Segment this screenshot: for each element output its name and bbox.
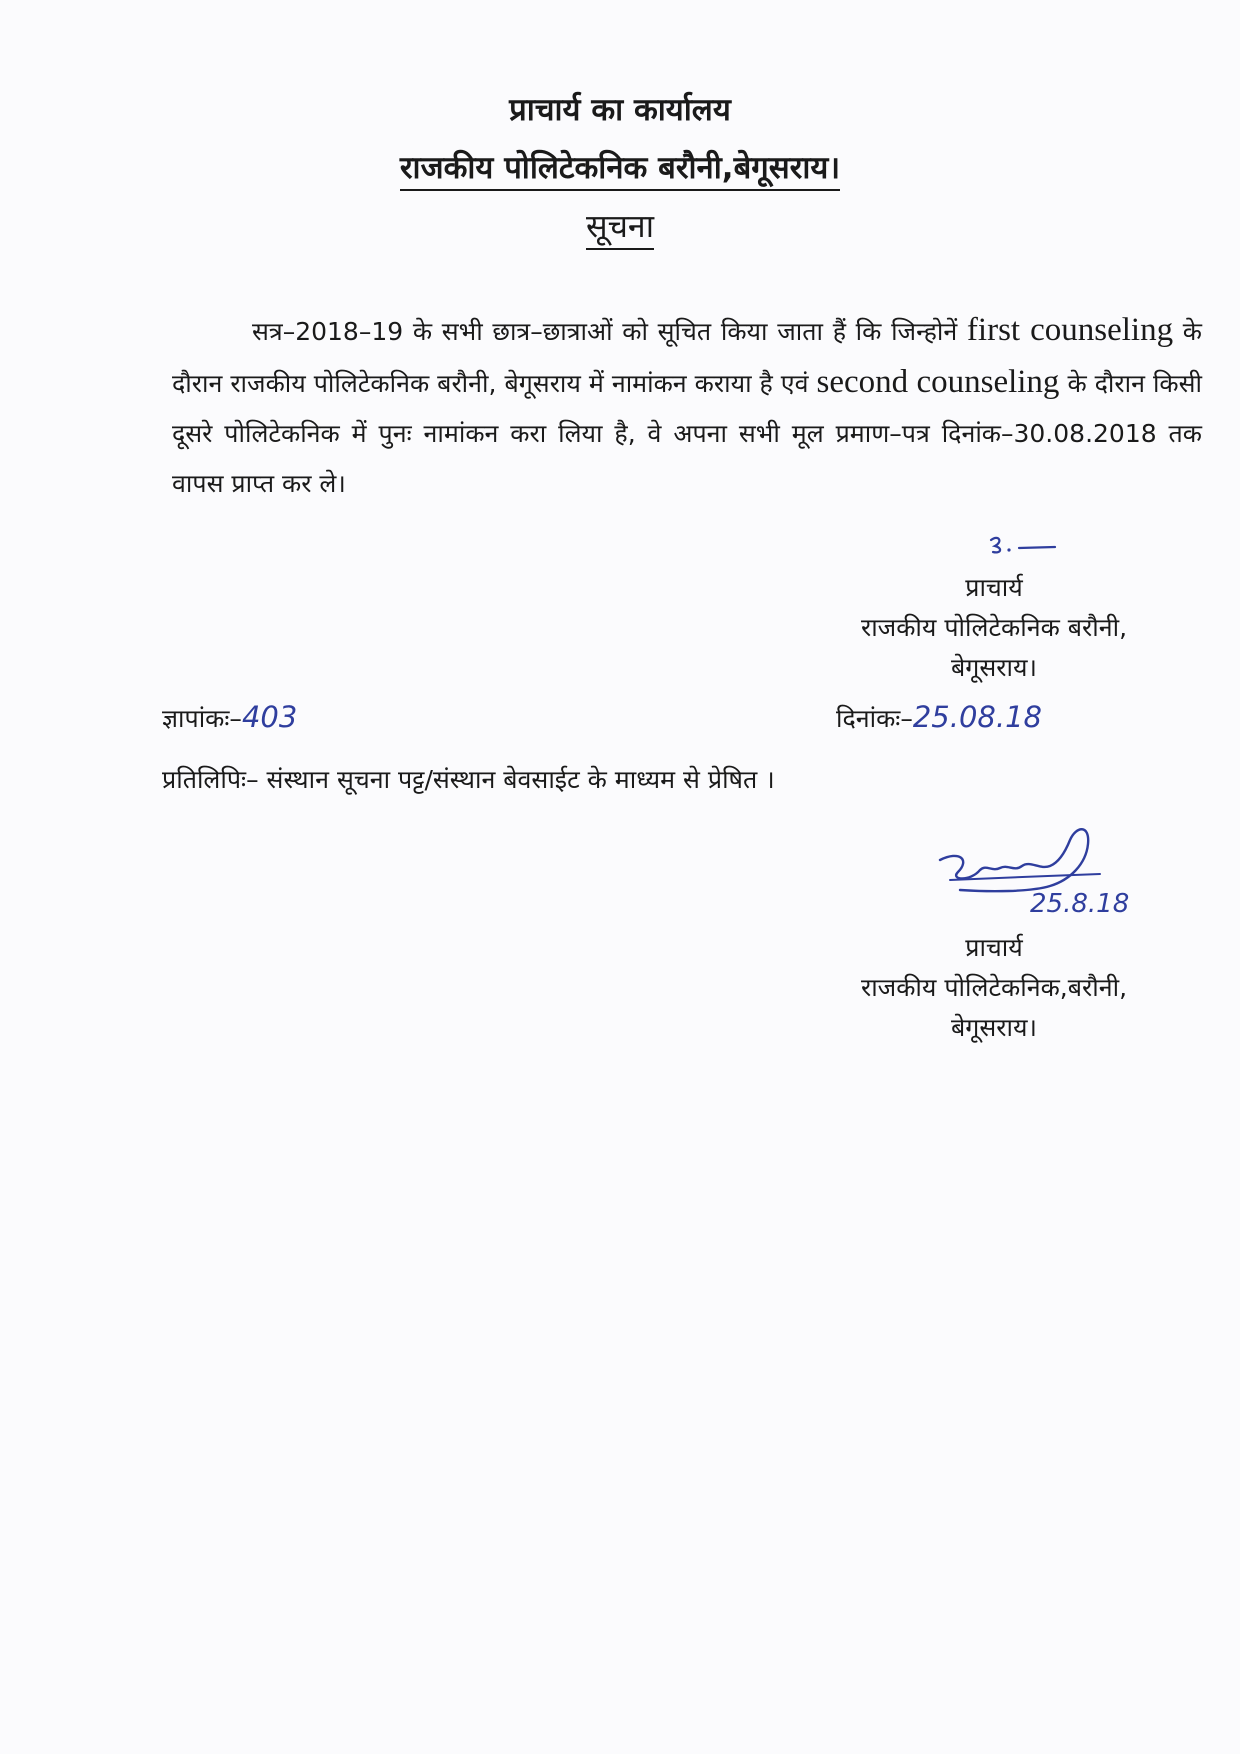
signatory-top-place: बेगूसराय। <box>951 653 1037 682</box>
signatory-bottom-institution: राजकीय पोलिटेकनिक,बरौनी, <box>860 973 1128 1002</box>
date-value: 25.08.18 <box>912 700 1042 734</box>
memo-label: ज्ञापांकः– <box>162 704 242 733</box>
signatory-top-institution: राजकीय पोलिटेकनिक बरौनी, <box>860 613 1128 642</box>
copy-to-line: प्रतिलिपिः– संस्थान सूचना पट्ट/संस्थान बेवसाईट के माध्यम से प्रेषित । <box>162 765 775 794</box>
signatory-bottom-title: प्राचार्य <box>965 933 1023 962</box>
body-part-2: के दौरान राजकीय पोलिटेकनिक बरौनी, बेगूसराय में नामांकन कराया है एवं <box>172 317 1202 398</box>
initials-mark <box>985 532 1065 562</box>
body-english-1: first counseling <box>966 312 1174 348</box>
signatory-top-title: प्राचार्य <box>965 573 1023 602</box>
memo-number: 403 <box>241 700 298 734</box>
memo-reference <box>162 700 297 735</box>
signatory-top <box>794 568 1194 688</box>
body-part-1: सत्र–2018–19 के सभी छात्र–छात्राओं को सूचित किया जाता हैं कि जिन्होनें <box>252 317 958 346</box>
date-reference <box>836 700 1042 735</box>
signatory-bottom <box>794 928 1194 1048</box>
notice-heading-text: सूचना <box>586 207 654 250</box>
signature-date: 25.8.18 <box>1030 889 1130 919</box>
date-label: दिनांकः– <box>836 704 913 733</box>
institution-title <box>0 146 1240 188</box>
signatory-bottom-place: बेगूसराय। <box>951 1013 1037 1042</box>
notice-heading <box>0 204 1240 247</box>
institution-title-text: राजकीय पोलिटेकनिक बरौनी,बेगूसराय। <box>400 150 840 191</box>
body-english-2: second counseling <box>816 364 1060 400</box>
handwritten-signature <box>930 820 1170 930</box>
body-part-3: के दौरान किसी दूसरे पोलिटेकनिक में पुनः नामांकन करा लिया है, वे अपना सभी मूल प्रमाण–पत्र दिनांक–30.08.2018 तक वापस प्राप्त कर ले। <box>172 369 1202 498</box>
office-title: प्राचार्य का कार्यालय <box>509 92 731 128</box>
notice-body <box>172 305 1202 509</box>
